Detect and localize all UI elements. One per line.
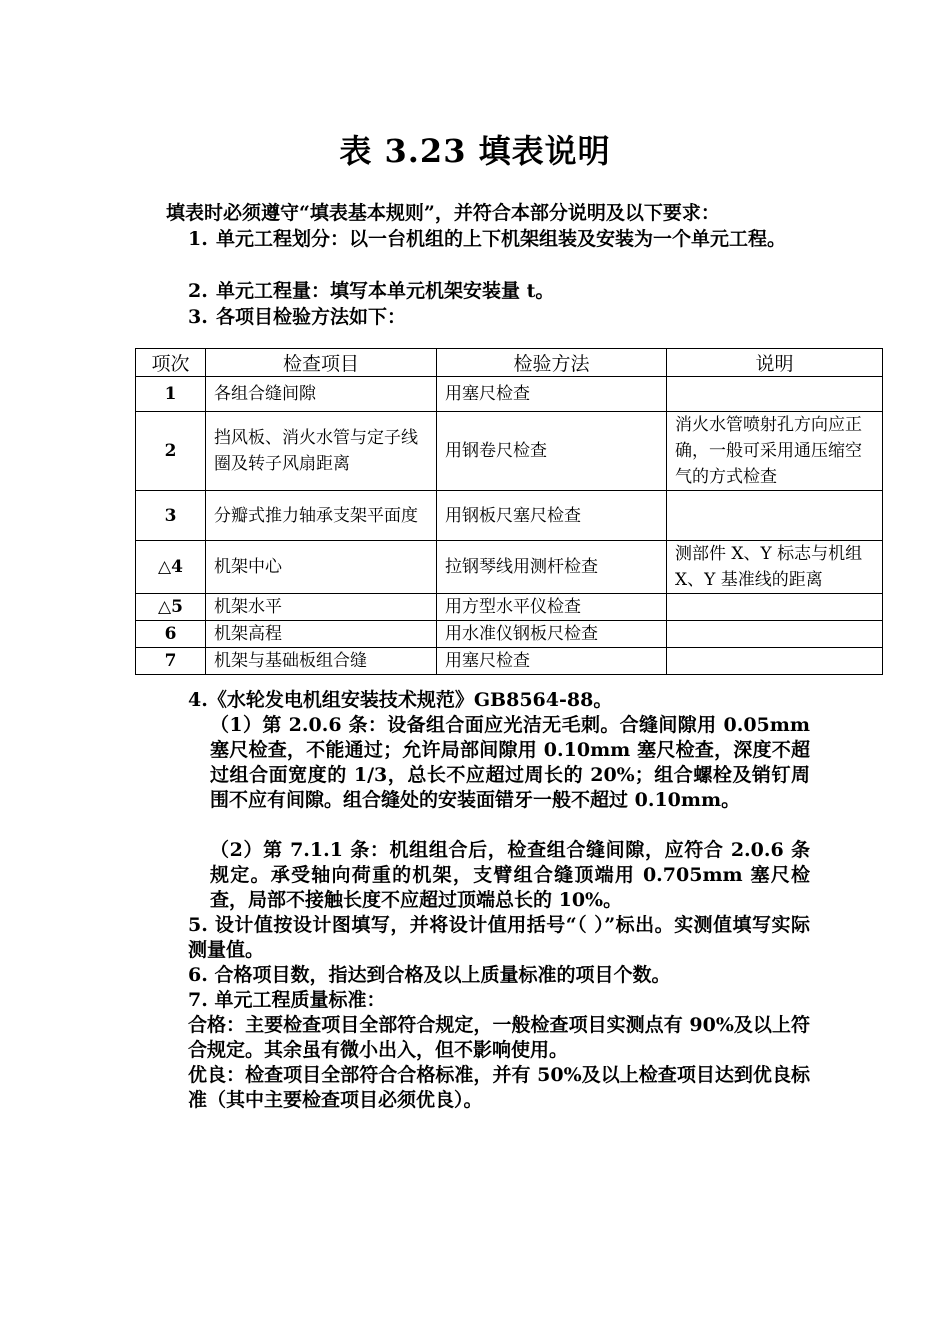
row-method: 用钢卷尺检查 (437, 412, 667, 491)
row-item: 机架高程 (206, 621, 437, 648)
row-method: 用塞尺检查 (437, 377, 667, 412)
header-note: 说明 (667, 349, 883, 377)
table-row (136, 594, 883, 621)
row-method: 用方型水平仪检查 (437, 594, 667, 621)
requirement-text: 单元工程划分：以一台机组的上下机架组装及安装为一个单元工程。 (216, 228, 787, 250)
row-method: 用塞尺检查 (437, 648, 667, 675)
header-item: 检查项目 (206, 349, 437, 377)
header-no: 项次 (136, 349, 206, 377)
table-row (136, 648, 883, 675)
row-method: 拉钢琴线用测杆检查 (437, 541, 667, 594)
row-method: 用水准仪钢板尺检查 (437, 621, 667, 648)
requirement-3 (188, 304, 818, 330)
table-row (136, 412, 883, 491)
page-title: 表 3.23 填表说明 (339, 132, 611, 170)
note-5-design-value: 5. 设计值按设计图填写，并将设计值用括号“（ ）”标出。实测值填写实际测量值。 (188, 914, 810, 961)
table-row (136, 491, 883, 541)
requirement-text: 单元工程量：填写本单元机架安装量 t。 (216, 280, 555, 302)
row-no: △5 (136, 594, 206, 621)
row-note: 测部件 X、Y 标志与机组 X、Y 基准线的距离 (667, 541, 883, 594)
requirement-number: 3. (188, 306, 208, 328)
row-no: 6 (136, 621, 206, 648)
row-note (667, 648, 883, 675)
requirement-text: 各项目检验方法如下： (216, 306, 407, 328)
note-4-clause-1: （1）第 2.0.6 条：设备组合面应光洁无毛刺。合缝间隙用 0.05mm 塞尺检查，不能通过；允许局部间隙用 0.10mm 塞尺检查，深度不超过组合面宽度的 1/3，总长不应超过周长的 20%；组合螺栓及销钉周围不应有间隙。组合缝处的安装面错牙一般不超过 0.10mm。 (210, 714, 810, 811)
row-item: 机架与基础板组合缝 (206, 648, 437, 675)
note-6-qualified-count: 6. 合格项目数，指达到合格及以上质量标准的项目个数。 (188, 964, 671, 986)
requirement-number: 2. (188, 280, 208, 302)
note-4-clause-2: （2）第 7.1.1 条：机组组合后，检查组合缝间隙，应符合 2.0.6 条规定。承受轴向荷重的机架，支臂组合缝顶端用 0.705mm 塞尺检查，局部不接触长度不应超过顶端总长的 10%。 (210, 839, 810, 911)
row-item: 各组合缝间隙 (206, 377, 437, 412)
row-no: 2 (136, 412, 206, 491)
requirement-1 (188, 226, 818, 252)
intro-text: 填表时必须遵守“填表基本规则”，并符合本部分说明及以下要求： (166, 202, 720, 224)
row-note: 消火水管喷射孔方向应正确，一般可采用通压缩空气的方式检查 (667, 412, 883, 491)
header-method: 检验方法 (437, 349, 667, 377)
row-item: 机架中心 (206, 541, 437, 594)
row-note (667, 621, 883, 648)
row-item: 分瓣式推力轴承支架平面度 (206, 491, 437, 541)
row-method: 用钢板尺塞尺检查 (437, 491, 667, 541)
row-note (667, 377, 883, 412)
row-no: △4 (136, 541, 206, 594)
requirement-number: 1. (188, 228, 208, 250)
row-note (667, 594, 883, 621)
row-note (667, 491, 883, 541)
row-item: 挡风板、消火水管与定子线圈及转子风扇距离 (206, 412, 437, 491)
inspection-table (135, 348, 883, 675)
row-item: 机架水平 (206, 594, 437, 621)
table-row (136, 621, 883, 648)
row-no: 1 (136, 377, 206, 412)
note-7-excellent: 优良：检查项目全部符合合格标准，并有 50%及以上检查项目达到优良标准（其中主要检查项目必须优良）。 (188, 1064, 810, 1111)
row-no: 7 (136, 648, 206, 675)
note-7-qualified: 合格：主要检查项目全部符合规定，一般检查项目实测点有 90%及以上符合规定。其余虽有微小出入，但不影响使用。 (188, 1014, 810, 1061)
table-row (136, 541, 883, 594)
note-7-quality-standard: 7. 单元工程质量标准： (188, 989, 386, 1011)
row-no: 3 (136, 491, 206, 541)
table-header-row (136, 349, 883, 377)
table-row (136, 377, 883, 412)
requirement-2 (188, 278, 818, 304)
note-4-standard: 4.《水轮发电机组安装技术规范》GB8564-88。 (188, 689, 613, 711)
